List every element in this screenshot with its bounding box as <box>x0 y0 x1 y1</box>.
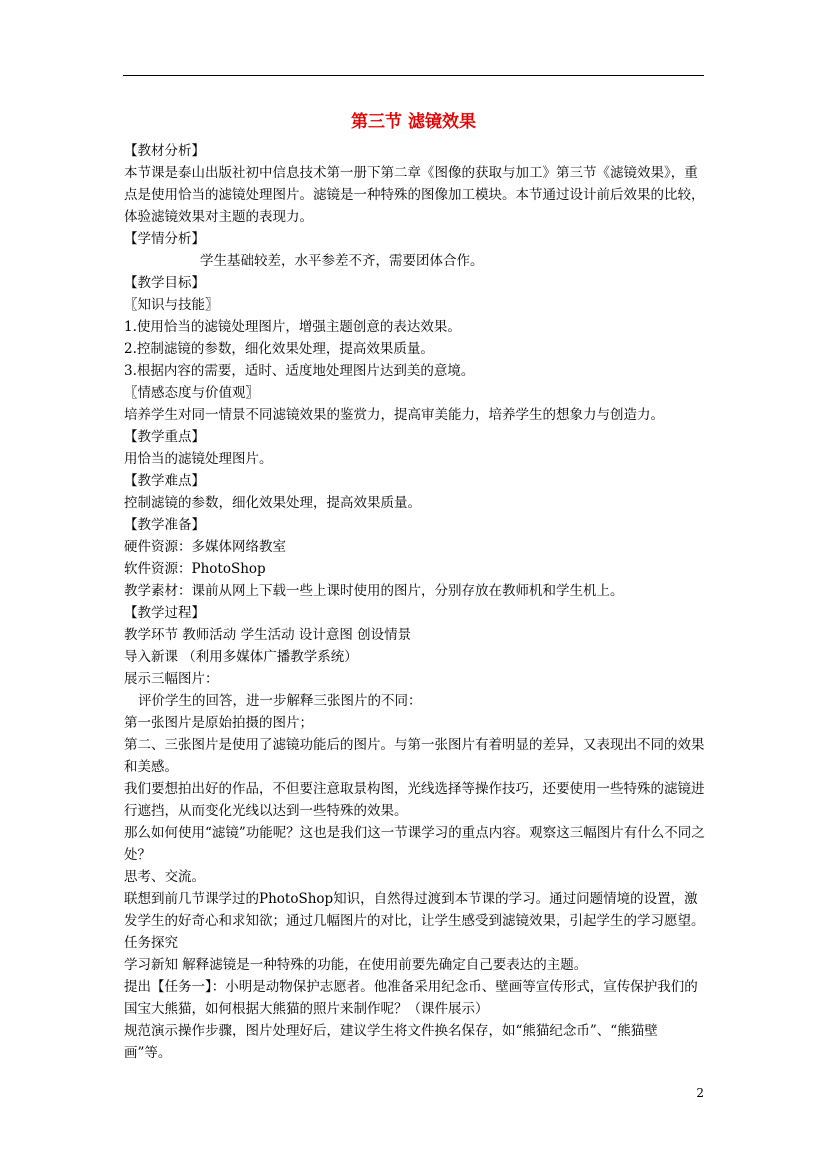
paragraph: 1.使用恰当的滤镜处理图片，增强主题创意的表达效果。 <box>124 319 461 335</box>
paragraph: 【教材分析】 <box>124 143 205 159</box>
paragraph: 【教学难点】 <box>124 473 205 489</box>
paragraph: 软件资源：PhotoShop <box>124 561 266 577</box>
paragraph: 学生基础较差，水平参差不齐，需要团体合作。 <box>200 253 484 269</box>
paragraph: 本节课是泰山出版社初中信息技术第一册下第二章《图像的获取与加工》第三节《滤镜效果》，重点是使用恰当的滤镜处理图片。滤镜是一种特殊的图像加工模块。本节通过设计前后效果的比较，体验滤镜效果对主题的表现力。 <box>124 165 705 225</box>
paragraph: 【学情分析】 <box>124 231 205 247</box>
paragraph: 〖情感态度与价值观〗 <box>124 385 259 401</box>
paragraph: 【教学准备】 <box>124 517 205 533</box>
paragraph: 那么如何使用“滤镜”功能呢？这也是我们这一节课学习的重点内容。观察这三幅图片有什么不同之处？ <box>124 825 705 863</box>
paragraph: 第二、三张图片是使用了滤镜功能后的图片。与第一张图片有着明显的差异，又表现出不同的效果和美感。 <box>124 737 705 775</box>
paragraph: 3.根据内容的需要，适时、适度地处理图片达到美的意境。 <box>124 363 475 379</box>
paragraph: 规范演示操作步骤，图片处理好后，建议学生将文件换名保存，如“熊猫纪念币”、“熊猫壁画”等。 <box>124 1023 658 1061</box>
paragraph: 思考、交流。 <box>124 869 205 885</box>
page-title: 第三节 滤镜效果 <box>351 112 476 132</box>
paragraph: 导入新课 （利用多媒体广播教学系统） <box>124 649 358 665</box>
paragraph: 2.控制滤镜的参数，细化效果处理，提高效果质量。 <box>124 341 434 357</box>
paragraph: 用恰当的滤镜处理图片。 <box>124 451 273 467</box>
paragraph: 展示三幅图片： <box>124 671 219 687</box>
header-rule <box>123 75 704 76</box>
paragraph: 硬件资源：多媒体网络教室 <box>124 539 286 555</box>
paragraph: 【教学过程】 <box>124 605 205 621</box>
paragraph: 学习新知 解释滤镜是一种特殊的功能，在使用前要先确定自己要表达的主题。 <box>124 957 588 973</box>
paragraph: 评价学生的回答，进一步解释三张图片的不同： <box>138 693 422 709</box>
paragraph: 教学素材：课前从网上下载一些上课时使用的图片，分别存放在教师机和学生机上。 <box>124 583 624 599</box>
paragraph: 【教学重点】 <box>124 429 205 445</box>
paragraph: 第一张图片是原始拍摄的图片； <box>124 715 313 731</box>
paragraph: 培养学生对同一情景不同滤镜效果的鉴赏力，提高审美能力，培养学生的想象力与创造力。 <box>124 407 664 423</box>
paragraph: 控制滤镜的参数，细化效果处理，提高效果质量。 <box>124 495 421 511</box>
paragraph: 教学环节 教师活动 学生活动 设计意图 创设情景 <box>124 627 412 643</box>
paragraph: 联想到前几节课学过的PhotoShop知识，自然得过渡到本节课的学习。通过问题情境的设置，激发学生的好奇心和求知欲；通过几幅图片的对比，让学生感受到滤镜效果，引起学生的学习愿望。任务探究 <box>124 891 705 951</box>
paragraph: 〖知识与技能〗 <box>124 297 219 313</box>
paragraph: 【教学目标】 <box>124 275 205 291</box>
page-number: 2 <box>696 1086 704 1100</box>
paragraph: 提出【任务一】：小明是动物保护志愿者。他准备采用纪念币、壁画等宣传形式，宣传保护我们的国宝大熊猫，如何根据大熊猫的照片来制作呢？（课件展示） <box>124 979 698 1017</box>
document-body <box>124 140 705 1064</box>
paragraph: 我们要想拍出好的作品，不但要注意取景构图，光线选择等操作技巧，还要使用一些特殊的滤镜进行遮挡，从而变化光线以达到一些特殊的效果。 <box>124 781 705 819</box>
